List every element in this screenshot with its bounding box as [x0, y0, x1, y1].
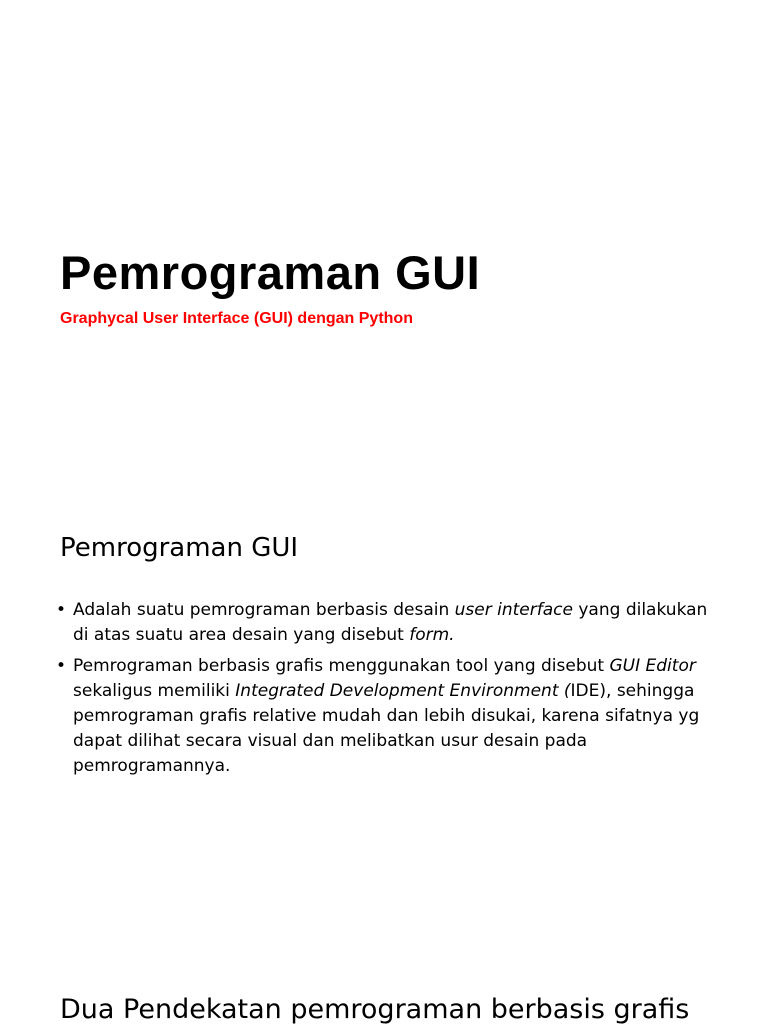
section-title-2: Dua Pendekatan pemrograman berbasis grafis: [60, 994, 690, 1025]
bullet-emphasis: user interface: [454, 600, 573, 620]
bullet-item: [56, 654, 716, 779]
bullet-icon: •: [56, 600, 67, 620]
bullet-emphasis: Integrated Development Environment (: [235, 681, 571, 701]
section-title: Pemrograman GUI: [60, 533, 299, 563]
bullet-text: Pemrograman berbasis grafis menggunakan tool yang disebut: [73, 656, 610, 676]
bullet-item: [56, 598, 716, 648]
bullet-text: sekaligus memiliki: [73, 681, 236, 701]
bullet-emphasis: form.: [409, 625, 455, 645]
bullet-icon: •: [56, 656, 67, 676]
slide-subtitle: Graphycal User Interface (GUI) dengan Python: [60, 310, 413, 327]
bullet-text: Adalah suatu pemrograman berbasis desain: [73, 600, 455, 620]
bullet-list: [56, 598, 716, 785]
bullet-emphasis: GUI Editor: [609, 656, 696, 676]
slide-title: Pemrograman GUI: [60, 246, 481, 299]
bullet-text: yang dilakukan di atas suatu area desain yang disebut: [73, 600, 708, 645]
bullet-text: IDE), sehingga pemrograman grafis relative mudah dan lebih disukai, karena sifatnya yg dapat dilihat secara visual dan melibatkan usur desain pada pemrogramannya.: [73, 681, 700, 776]
